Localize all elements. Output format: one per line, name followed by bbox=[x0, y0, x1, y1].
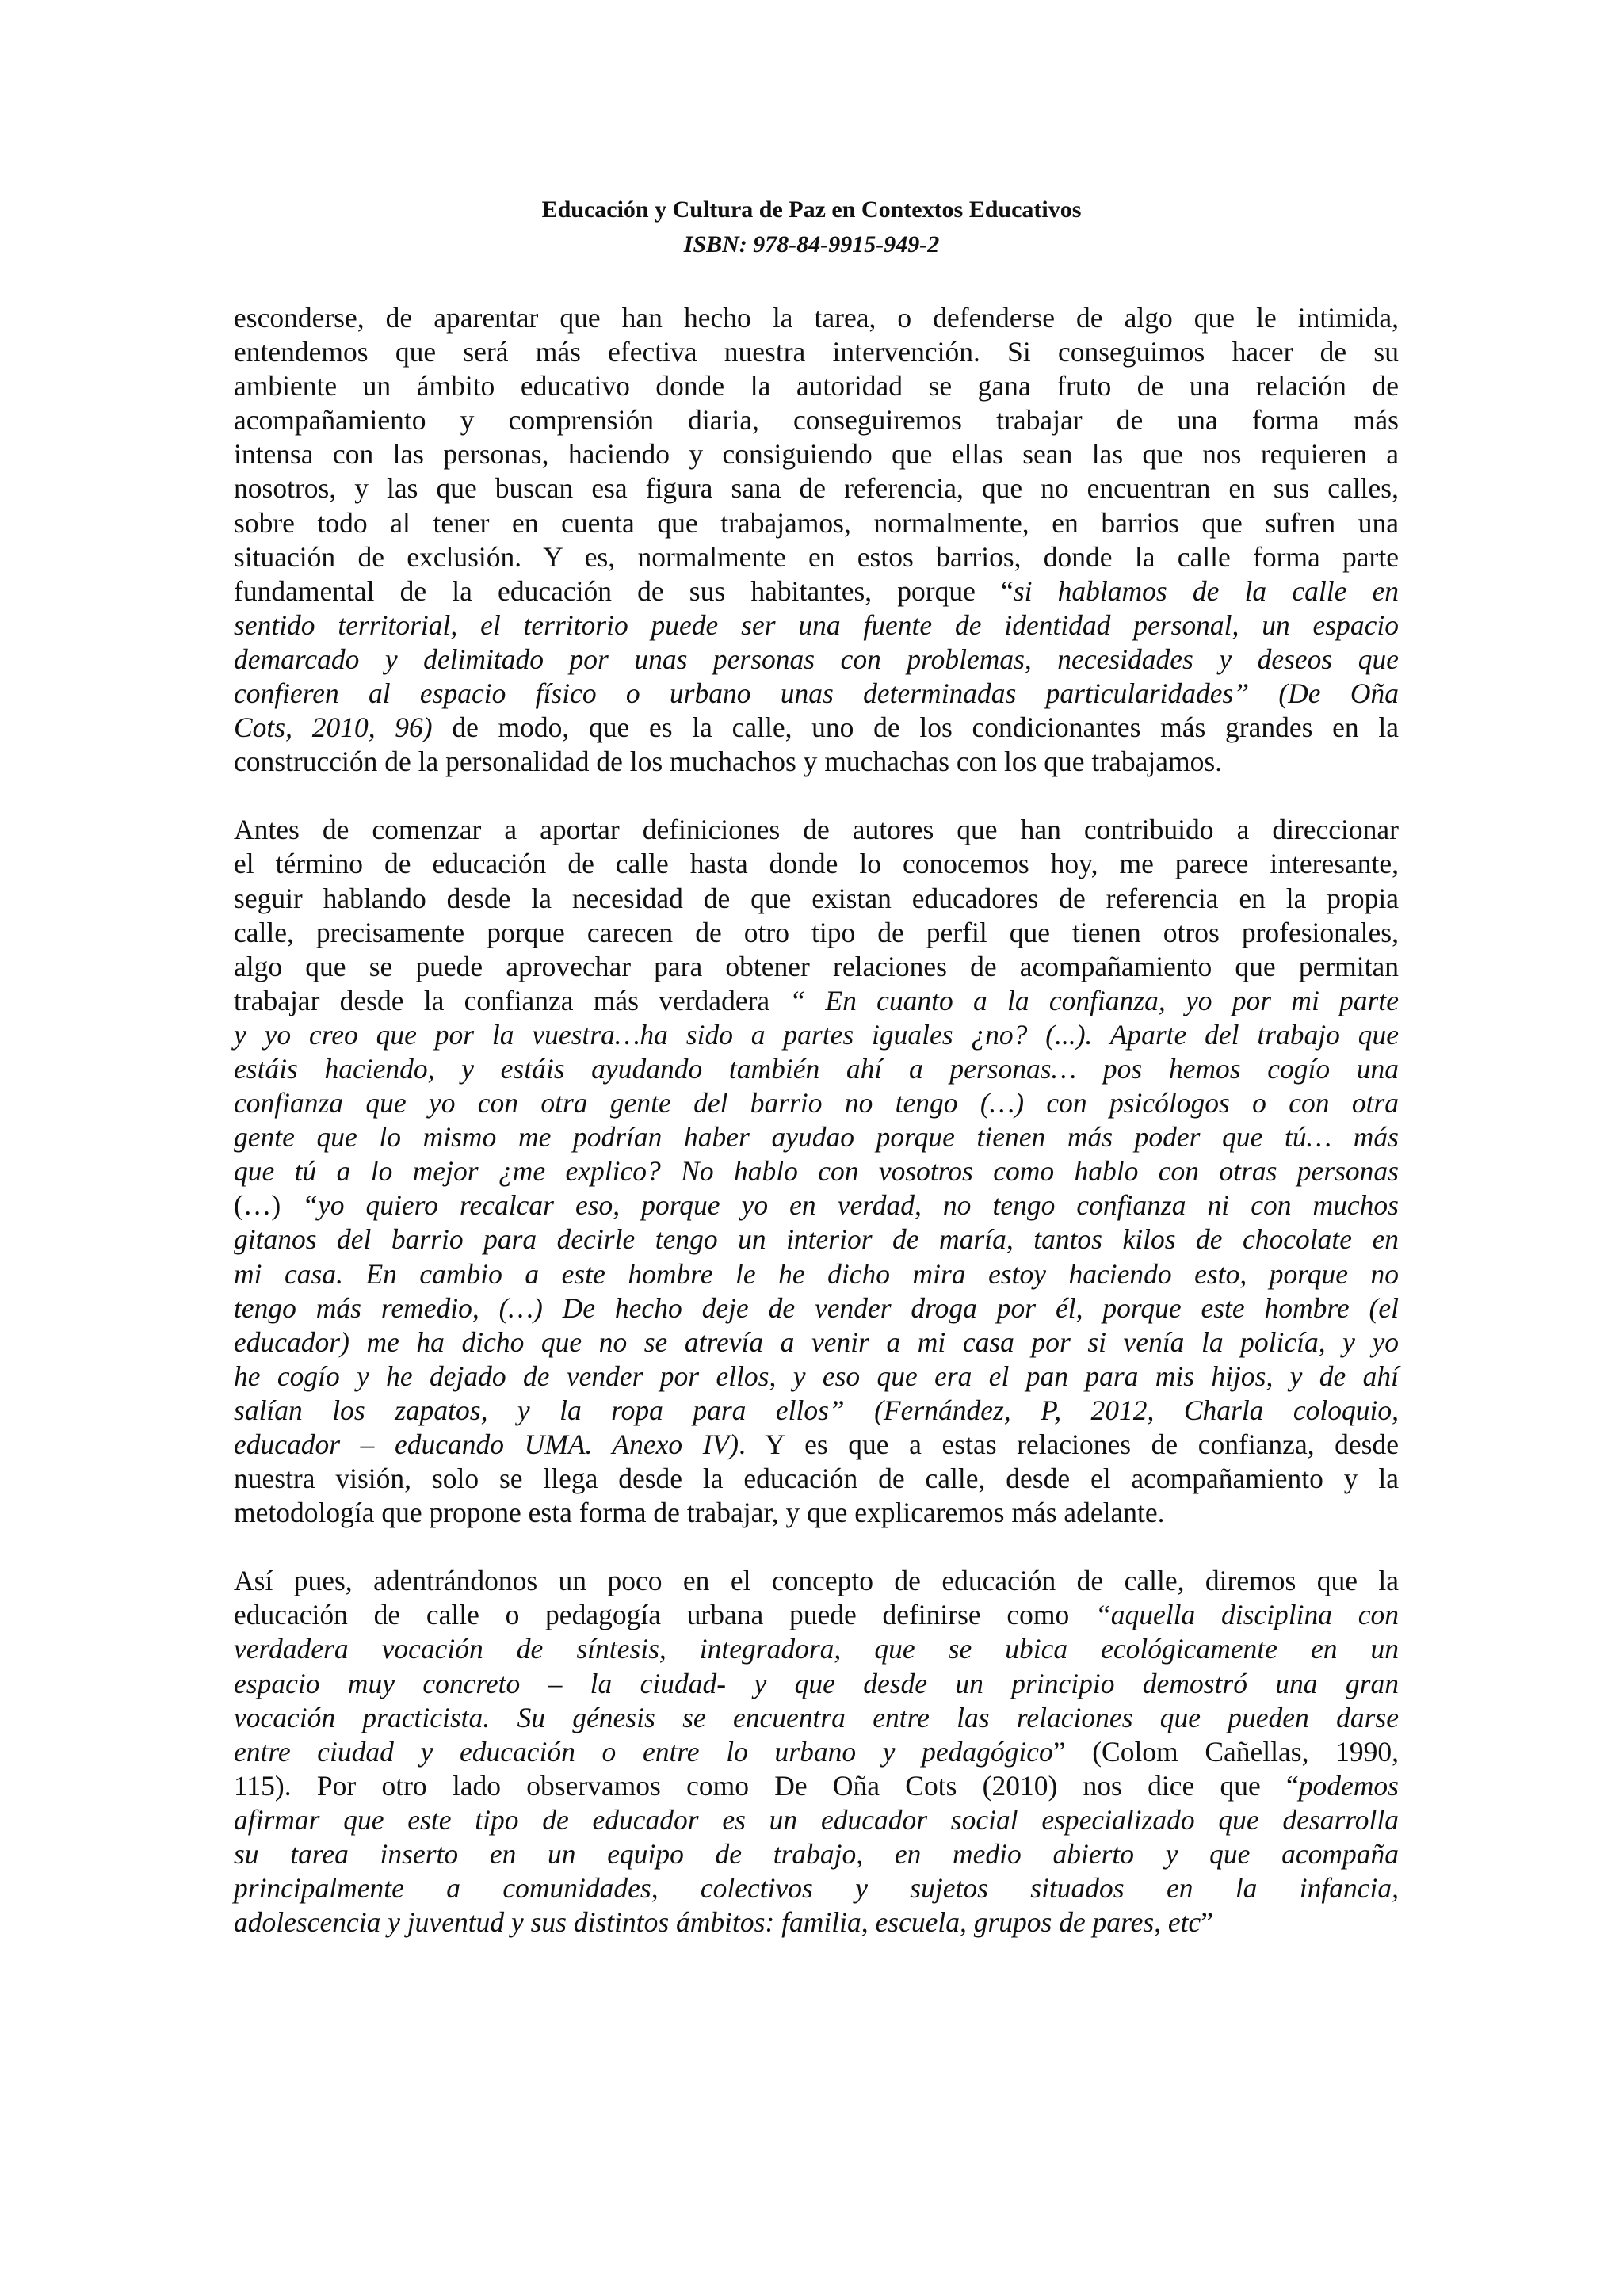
body-segment: construcción de la personalidad de los muchachos y muchachas con los que trabajamos. bbox=[234, 746, 1223, 778]
italic-quote-text: entre ciudad y educación o entre lo urbano y pedagógico bbox=[234, 1735, 1053, 1768]
italic-quote-text: verdadera vocación de síntesis, integradora, que se ubica ecológicamente en un bbox=[234, 1633, 1399, 1665]
text-line bbox=[234, 882, 1399, 916]
italic-quote-text: mi casa. En cambio a este hombre le he dicho mira estoy haciendo esto, porque no bbox=[234, 1257, 1399, 1290]
body-segment: nosotros, y las que buscan esa figura sana de referencia, que no encuentran en sus calles, bbox=[234, 472, 1399, 505]
book-isbn: ISBN: 978-84-9915-949-2 bbox=[683, 231, 940, 257]
text-line bbox=[234, 1428, 1399, 1462]
body-segment: situación de exclusión. Y es, normalmente en estos barrios, donde la calle forma parte bbox=[234, 540, 1399, 573]
text-line bbox=[234, 608, 1399, 643]
text-line bbox=[234, 916, 1399, 950]
body-text bbox=[234, 301, 1399, 1974]
text-line bbox=[234, 506, 1399, 540]
text-line bbox=[234, 1735, 1399, 1769]
paragraph bbox=[234, 1564, 1399, 1939]
italic-quote-text: confianza que yo con otra gente del barrio no tengo (…) con psicólogos o con otra bbox=[234, 1087, 1399, 1119]
text-line bbox=[234, 403, 1399, 437]
body-segment: de modo, que es la calle, uno de los condicionantes más grandes en la bbox=[432, 711, 1399, 744]
italic-quote-text: si hablamos de la calle en bbox=[1013, 574, 1400, 607]
paragraph bbox=[234, 301, 1399, 779]
text-line bbox=[234, 1120, 1399, 1154]
text-line bbox=[234, 1086, 1399, 1120]
text-line bbox=[234, 984, 1399, 1018]
body-segment: trabajar desde la confianza más verdadera bbox=[234, 984, 790, 1016]
body-segment: acompañamiento y comprensión diaria, conseguiremos trabajar de una forma más bbox=[234, 404, 1399, 437]
body-segment: entendemos que será más efectiva nuestra intervención. Si conseguimos hacer de su bbox=[234, 336, 1399, 368]
text-line bbox=[234, 1905, 1399, 1939]
text-line bbox=[234, 471, 1399, 505]
italic-quote-text: educador) me ha dicho que no se atrevía a venir a mi casa por si venía la policía, y yo bbox=[234, 1325, 1399, 1358]
text-line bbox=[234, 1394, 1399, 1428]
body-segment: fundamental de la educación de sus habitantes, porque “ bbox=[234, 574, 1014, 607]
body-segment: educación de calle o pedagogía urbana puede definirse como bbox=[234, 1599, 1096, 1631]
text-line bbox=[234, 335, 1399, 369]
italic-quote-text: podemos bbox=[1298, 1769, 1399, 1802]
text-line bbox=[234, 1291, 1399, 1325]
italic-quote-text: afirmar que este tipo de educador es un educador social especializado que desarrolla bbox=[234, 1803, 1399, 1836]
italic-quote-text: estáis haciendo, y estáis ayudando también ahí a personas… pos hemos cogío una bbox=[234, 1052, 1399, 1085]
body-segment: nuestra visión, solo se llega desde la educación de calle, desde el acompañamiento y la bbox=[234, 1463, 1399, 1495]
text-line bbox=[234, 1462, 1399, 1496]
italic-quote-text: “aquella disciplina con bbox=[1095, 1599, 1399, 1631]
italic-quote-text: y yo creo que por la vuestra…ha sido a partes iguales ¿no? (...). Aparte del trabajo que bbox=[234, 1018, 1399, 1051]
italic-quote-text: vocación practicista. Su génesis se encuentra entre las relaciones que pueden darse bbox=[234, 1701, 1399, 1733]
body-segment: Antes de comenzar a aportar definiciones de autores que han contribuido a direccionar bbox=[234, 814, 1399, 846]
body-segment: (…) bbox=[234, 1189, 303, 1222]
text-line bbox=[234, 1632, 1399, 1666]
text-line bbox=[234, 1257, 1399, 1291]
body-segment: metodología que propone esta forma de trabajar, y que explicaremos más adelante. bbox=[234, 1497, 1165, 1529]
body-segment: algo que se puede aprovechar para obtener relaciones de acompañamiento que permitan bbox=[234, 950, 1399, 982]
text-line bbox=[234, 1803, 1399, 1837]
italic-quote-text: que tú a lo mejor ¿me explico? No hablo con vosotros como hablo con otras personas bbox=[234, 1155, 1399, 1188]
body-segment: . Y es que a estas relaciones de confianza, desde bbox=[739, 1428, 1400, 1460]
text-line bbox=[234, 1769, 1399, 1803]
text-line bbox=[234, 745, 1399, 779]
body-segment: seguir hablando desde la necesidad de que existan educadores de referencia en la propia bbox=[234, 882, 1399, 914]
body-segment: calle, precisamente porque carecen de otro tipo de perfil que tienen otros profesionales, bbox=[234, 916, 1399, 948]
italic-quote-text: gente que lo mismo me podrían haber ayudao porque tienen más poder que tú… más bbox=[234, 1121, 1399, 1154]
italic-quote-text: sentido territorial, el territorio puede ser una fuente de identidad personal, un espacio bbox=[234, 608, 1399, 641]
italic-quote-text: salían los zapatos, y la ropa para ellos” (Fernández, P, 2012, Charla coloquio, bbox=[234, 1394, 1399, 1426]
text-line bbox=[234, 1052, 1399, 1086]
body-segment: 115). Por otro lado observamos como De Oña Cots (2010) nos dice que “ bbox=[234, 1769, 1299, 1802]
paragraph bbox=[234, 813, 1399, 1530]
italic-quote-text: confieren al espacio físico o urbano unas determinadas particularidades” (De Oña bbox=[234, 677, 1399, 710]
text-line bbox=[234, 574, 1399, 608]
text-line bbox=[234, 540, 1399, 574]
body-segment: esconderse, de aparentar que han hecho la tarea, o defenderse de algo que le intimida, bbox=[234, 302, 1399, 334]
text-line bbox=[234, 847, 1399, 881]
italic-quote-text: tengo más remedio, (…) De hecho deje de vender droga por él, porque este hombre (el bbox=[234, 1291, 1399, 1324]
italic-quote-text: educador – educando UMA. Anexo IV) bbox=[234, 1428, 739, 1460]
italic-quote-text: demarcado y delimitado por unas personas con problemas, necesidades y deseos que bbox=[234, 643, 1399, 675]
text-line bbox=[234, 369, 1399, 403]
italic-quote-text: Cots, 2010, 96) bbox=[234, 711, 433, 744]
text-line bbox=[234, 1598, 1399, 1632]
text-line bbox=[234, 813, 1399, 847]
text-line bbox=[234, 1564, 1399, 1598]
italic-quote-text: adolescencia y juventud y sus distintos ámbitos: familia, escuela, grupos de pares, etc bbox=[234, 1906, 1201, 1939]
text-line bbox=[234, 1837, 1399, 1871]
text-line bbox=[234, 711, 1399, 745]
text-line bbox=[234, 677, 1399, 711]
body-segment: ” bbox=[1201, 1906, 1214, 1939]
page-header bbox=[0, 193, 1623, 262]
text-line bbox=[234, 1154, 1399, 1188]
body-segment: ” (Colom Cañellas, 1990, bbox=[1052, 1735, 1399, 1768]
text-line bbox=[234, 1222, 1399, 1257]
italic-quote-text: espacio muy concreto – la ciudad- y que desde un principio demostró una gran bbox=[234, 1667, 1399, 1699]
text-line bbox=[234, 1325, 1399, 1360]
text-line bbox=[234, 301, 1399, 335]
body-segment: intensa con las personas, haciendo y consiguiendo que ellas sean las que nos requieren a bbox=[234, 438, 1399, 471]
italic-quote-text: he cogío y he dejado de vender por ellos, y eso que era el pan para mis hijos, y de ahí bbox=[234, 1360, 1399, 1392]
italic-quote-text: principalmente a comunidades, colectivos y sujetos situados en la infancia, bbox=[234, 1872, 1399, 1905]
text-line bbox=[234, 1667, 1399, 1701]
text-line bbox=[234, 1188, 1399, 1222]
book-title: Educación y Cultura de Paz en Contextos Educativos bbox=[541, 196, 1082, 223]
body-segment: Así pues, adentrándonos un poco en el concepto de educación de calle, diremos que la bbox=[234, 1565, 1399, 1597]
text-line bbox=[234, 1871, 1399, 1905]
body-segment: el término de educación de calle hasta donde lo conocemos hoy, me parece interesante, bbox=[234, 848, 1399, 880]
text-line bbox=[234, 643, 1399, 677]
body-segment: sobre todo al tener en cuenta que trabajamos, normalmente, en barrios que sufren una bbox=[234, 506, 1399, 539]
text-line bbox=[234, 1360, 1399, 1394]
text-line bbox=[234, 1018, 1399, 1052]
text-line bbox=[234, 1701, 1399, 1735]
text-line bbox=[234, 437, 1399, 471]
italic-quote-text: “yo quiero recalcar eso, porque yo en verdad, no tengo confianza ni con muchos bbox=[302, 1189, 1399, 1222]
body-segment: ambiente un ámbito educativo donde la autoridad se gana fruto de una relación de bbox=[234, 370, 1399, 402]
italic-quote-text: gitanos del barrio para decirle tengo un interior de maría, tantos kilos de chocolate en bbox=[234, 1223, 1399, 1256]
text-line bbox=[234, 950, 1399, 984]
italic-quote-text: “ En cuanto a la confianza, yo por mi parte bbox=[789, 984, 1399, 1016]
text-line bbox=[234, 1496, 1399, 1530]
italic-quote-text: su tarea inserto en un equipo de trabajo, en medio abierto y que acompaña bbox=[234, 1838, 1399, 1871]
